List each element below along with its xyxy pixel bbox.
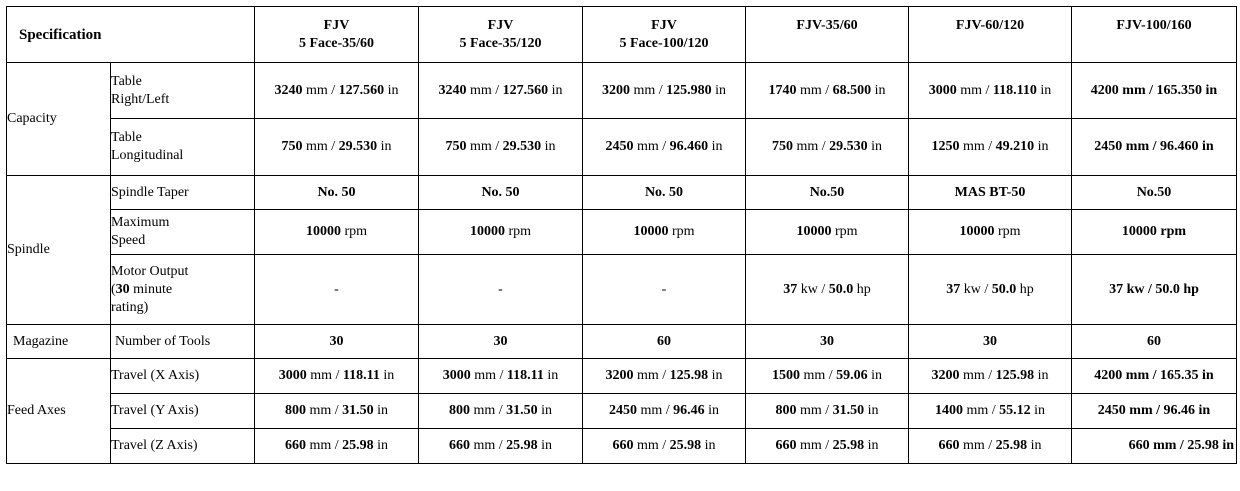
value-num2: 127.560 [338,82,385,98]
value-cell [419,63,583,119]
value-num: 800 [775,403,797,418]
param-label-line1: Maximum [111,215,170,230]
param-travel-y: Travel (Y Axis) [111,394,255,429]
value-unit: kw / [1123,281,1156,297]
value-num: 660 [448,438,470,453]
value-unit: mm / [469,438,507,453]
table-row [7,119,1237,176]
value-cell [746,255,909,325]
header-row [7,7,1237,63]
value-cell: 60 [583,325,746,359]
value-unit: mm / [796,82,833,98]
value-cell [909,359,1072,394]
value-unit: mm / [799,368,837,383]
value-unit2: in [1034,368,1049,383]
value-num: 1500 [771,368,800,383]
value-num: 660 [1128,438,1150,453]
value-cell [419,119,583,176]
value-num2: 29.530 [829,139,868,154]
value-num: 660 [612,438,634,453]
value-unit: mm / [633,139,670,154]
value-unit2: in [541,139,556,154]
value-cell [746,63,909,119]
value-unit: mm / [629,82,667,98]
value-unit2: in [1027,438,1042,453]
value-num: 800 [448,403,470,418]
value-cell [255,429,419,464]
model-name-line1: FJV-35/60 [796,18,858,33]
value-cell: 30 [746,325,909,359]
value-cell [255,359,419,394]
value-num: 10000 [305,224,341,239]
value-unit2: in [543,368,559,383]
value-unit: mm / [302,82,339,98]
value-unit2: in [867,139,883,154]
param-motor-output [111,255,255,325]
value-unit2: in [1202,82,1218,98]
value-unit2: in [1030,403,1046,418]
value-num2: 125.98 [669,368,709,383]
value-num: 3200 [605,368,634,383]
value-unit2: in [373,403,389,418]
param-table-right-left [111,63,255,119]
value-cell [255,119,419,176]
category-spindle: Spindle [7,176,111,325]
value-unit: mm / [1122,139,1161,154]
value-num2: 118.11 [506,368,544,383]
value-cell [1072,63,1237,119]
value-unit2: in [867,368,883,383]
category-feed-axes: Feed Axes [7,359,111,464]
value-cell [419,210,583,255]
value-unit2: in [1034,139,1049,154]
value-num: 37 [783,281,798,297]
value-unit: mm / [633,438,670,453]
value-num: 660 [284,438,306,453]
value-num2: 165.350 [1156,82,1203,98]
value-cell [1072,429,1237,464]
value-unit: mm / [302,139,339,154]
value-cell: 30 [419,325,583,359]
value-num: 3240 [274,82,303,98]
value-num: 2450 [605,139,634,154]
value-unit: mm / [1122,368,1161,383]
value-num: - [661,281,667,297]
value-unit2: in [537,438,553,453]
model-name-line1: FJV [651,17,677,33]
value-num2: 25.98 [342,438,374,453]
value-cell: MAS BT-50 [909,176,1072,210]
value-unit: mm / [633,368,670,383]
value-cell [909,210,1072,255]
value-unit2: in [864,403,879,418]
value-num: 3200 [931,368,960,383]
value-num: 3200 [601,82,630,98]
value-num: 10000 [1121,224,1157,239]
model-name-line1: FJV [487,17,514,33]
value-cell [746,394,909,429]
value-unit: rpm [668,224,695,239]
value-num2: 29.530 [338,139,378,154]
model-header [255,7,419,63]
value-cell [255,63,419,119]
value-cell [419,359,583,394]
value-unit2: in [704,403,720,418]
model-name-line2: 5 Face-100/120 [619,35,709,51]
param-label-pre: ( [111,281,116,297]
value-cell [1072,210,1237,255]
value-unit2: in [1198,139,1214,154]
value-num: 660 [775,438,797,453]
value-cell [1072,255,1237,325]
value-cell [419,394,583,429]
value-num2: 25.98 [506,438,538,453]
value-cell [1072,394,1237,429]
value-num: 3000 [928,82,957,98]
model-name-line2: 5 Face-35/120 [459,35,542,51]
param-label-post: minute [129,281,173,297]
value-unit: mm / [305,403,343,418]
param-label-line2: Longitudinal [111,148,184,163]
value-unit2: in [373,438,389,453]
value-unit: rpm [994,224,1021,239]
table-row [7,394,1237,429]
value-num: - [498,281,503,297]
value-num: 4200 [1090,82,1119,98]
value-unit: mm / [466,139,503,154]
value-num2: 118.110 [992,82,1037,98]
model-header [746,7,909,63]
model-name-line2: 5 Face-35/60 [298,35,375,51]
value-num2: 96.460 [1160,139,1199,154]
value-unit: mm / [796,403,833,418]
value-num2: 50.0 [991,281,1017,297]
value-unit: mm / [792,139,830,154]
param-label-line2: Right/Left [111,91,170,107]
value-num2: 31.50 [342,403,374,418]
value-num2: 165.35 [1160,368,1199,383]
value-unit: mm / [636,403,674,418]
value-unit: mm / [466,82,503,98]
value-unit: mm / [305,438,343,453]
value-unit: mm / [962,403,1000,418]
value-unit2: in [708,368,723,383]
value-unit2: in [1195,403,1211,418]
value-unit2: hp [853,281,871,297]
value-cell: 60 [1072,325,1237,359]
value-unit2: in [864,438,879,453]
value-unit2: in [1218,438,1234,453]
value-num: 2450 [608,403,637,418]
param-table-longitudinal [111,119,255,176]
param-label-line1: Motor Output [111,263,189,279]
value-cell [583,119,746,176]
value-num: 750 [445,139,467,154]
value-num2: 118.11 [342,368,380,383]
value-unit: mm / [306,368,343,383]
value-num2: 125.98 [995,368,1035,383]
value-num2: 96.460 [669,139,709,154]
value-num2: 49.210 [995,139,1035,154]
param-label-line1: Table [111,73,142,89]
value-num2: 25.98 [1187,438,1219,453]
value-unit2: in [548,82,563,98]
category-magazine: Magazine [7,325,111,359]
value-cell [746,210,909,255]
model-header [419,7,583,63]
value-unit2: in [1036,82,1052,98]
value-cell: No. 50 [583,176,746,210]
model-name-line1: FJV-100/160 [1116,18,1192,33]
value-num2: 96.46 [673,403,705,418]
value-num: 2450 [1097,403,1126,418]
value-num2: 68.500 [832,82,872,98]
value-unit2: in [711,82,727,98]
value-num: 3000 [442,368,471,383]
value-num2: 96.46 [1163,403,1196,418]
value-num2: 127.560 [502,82,549,98]
value-unit: mm / [1118,82,1157,98]
value-num: 2450 [1094,139,1123,154]
value-num: 660 [938,438,960,453]
value-num: 37 [1109,281,1124,297]
value-num: 750 [281,139,303,154]
value-num2: 29.530 [502,139,542,154]
value-cell [583,255,746,325]
value-unit: kw / [960,281,992,297]
value-unit: mm / [959,368,996,383]
model-header [1072,7,1237,63]
value-unit: mm / [469,403,507,418]
value-unit: mm / [1125,403,1164,418]
table-row [7,255,1237,325]
model-header [909,7,1072,63]
value-unit: rpm [504,224,532,239]
model-name-line1: FJV [323,17,350,33]
value-cell [909,394,1072,429]
value-cell [255,255,419,325]
model-header [583,7,746,63]
value-unit: mm / [959,139,996,154]
value-cell: No. 50 [419,176,583,210]
value-cell [583,394,746,429]
value-unit: mm / [956,82,993,98]
value-unit2: in [708,139,723,154]
value-num2: 25.98 [832,438,865,453]
value-num2: 50.0 [1155,281,1180,297]
value-unit2: in [1198,368,1214,383]
value-unit2: in [537,403,553,418]
param-label-line3: rating) [111,299,149,315]
value-cell [909,429,1072,464]
value-num: 10000 [469,224,505,239]
value-cell [583,63,746,119]
value-unit2: hp [1179,281,1199,297]
value-unit2: hp [1016,281,1034,297]
value-num2: 125.980 [666,82,712,98]
specification-header: Specification [7,7,255,63]
param-spindle-taper: Spindle Taper [111,176,255,210]
param-travel-x: Travel (X Axis) [111,359,255,394]
value-cell [583,359,746,394]
spec-table [6,6,1237,464]
value-cell [255,394,419,429]
value-num: 1400 [934,403,963,418]
value-cell [746,119,909,176]
value-num2: 25.98 [995,438,1028,453]
model-name-line1: FJV-60/120 [955,18,1025,33]
table-row [7,210,1237,255]
value-unit: mm / [796,438,833,453]
value-cell [909,63,1072,119]
value-num: 3000 [278,368,307,383]
value-cell [1072,119,1237,176]
value-cell: No.50 [746,176,909,210]
value-num2: 31.50 [506,403,538,418]
value-cell: 30 [255,325,419,359]
table-row [7,63,1237,119]
value-num: 10000 [959,224,995,239]
value-num: 1740 [768,82,797,98]
value-num2: 50.0 [828,281,854,297]
value-num: - [334,281,339,297]
value-cell [746,359,909,394]
param-maximum-speed [111,210,255,255]
value-cell: 30 [909,325,1072,359]
value-num: 4200 [1094,368,1123,383]
value-unit: kw / [797,281,829,297]
param-travel-z: Travel (Z Axis) [111,429,255,464]
value-cell [583,210,746,255]
value-unit2: in [379,368,395,383]
param-label-line1: Table [111,130,142,145]
value-num2: 59.06 [836,368,868,383]
table-row [7,359,1237,394]
value-unit: mm / [1149,438,1188,453]
param-number-of-tools: Number of Tools [111,325,255,359]
value-unit: rpm [1156,224,1187,239]
param-label-bold: 30 [115,281,130,297]
value-unit: rpm [340,224,368,239]
value-unit: rpm [831,224,858,239]
value-num: 800 [284,403,306,418]
value-cell: No. 50 [255,176,419,210]
value-cell [909,255,1072,325]
value-num: 1250 [931,139,960,154]
table-row [7,429,1237,464]
value-cell: No.50 [1072,176,1237,210]
value-num: 750 [771,139,793,154]
value-num2: 55.12 [999,403,1031,418]
value-unit: mm / [959,438,996,453]
table-row [7,325,1237,359]
value-num: 10000 [633,224,669,239]
category-capacity: Capacity [7,63,111,176]
value-num2: 25.98 [669,438,702,453]
value-cell [909,119,1072,176]
value-num: 37 [946,281,961,297]
value-num2: 31.50 [832,403,865,418]
value-unit2: in [384,82,399,98]
value-cell [1072,359,1237,394]
value-cell [255,210,419,255]
param-label-line2: Speed [111,233,146,248]
value-unit2: in [871,82,886,98]
value-unit2: in [701,438,716,453]
value-cell [583,429,746,464]
value-unit2: in [377,139,392,154]
value-unit: mm / [470,368,507,383]
value-cell [419,429,583,464]
value-cell [419,255,583,325]
table-row [7,176,1237,210]
value-cell [746,429,909,464]
value-num: 3240 [438,82,467,98]
value-num: 10000 [796,224,832,239]
